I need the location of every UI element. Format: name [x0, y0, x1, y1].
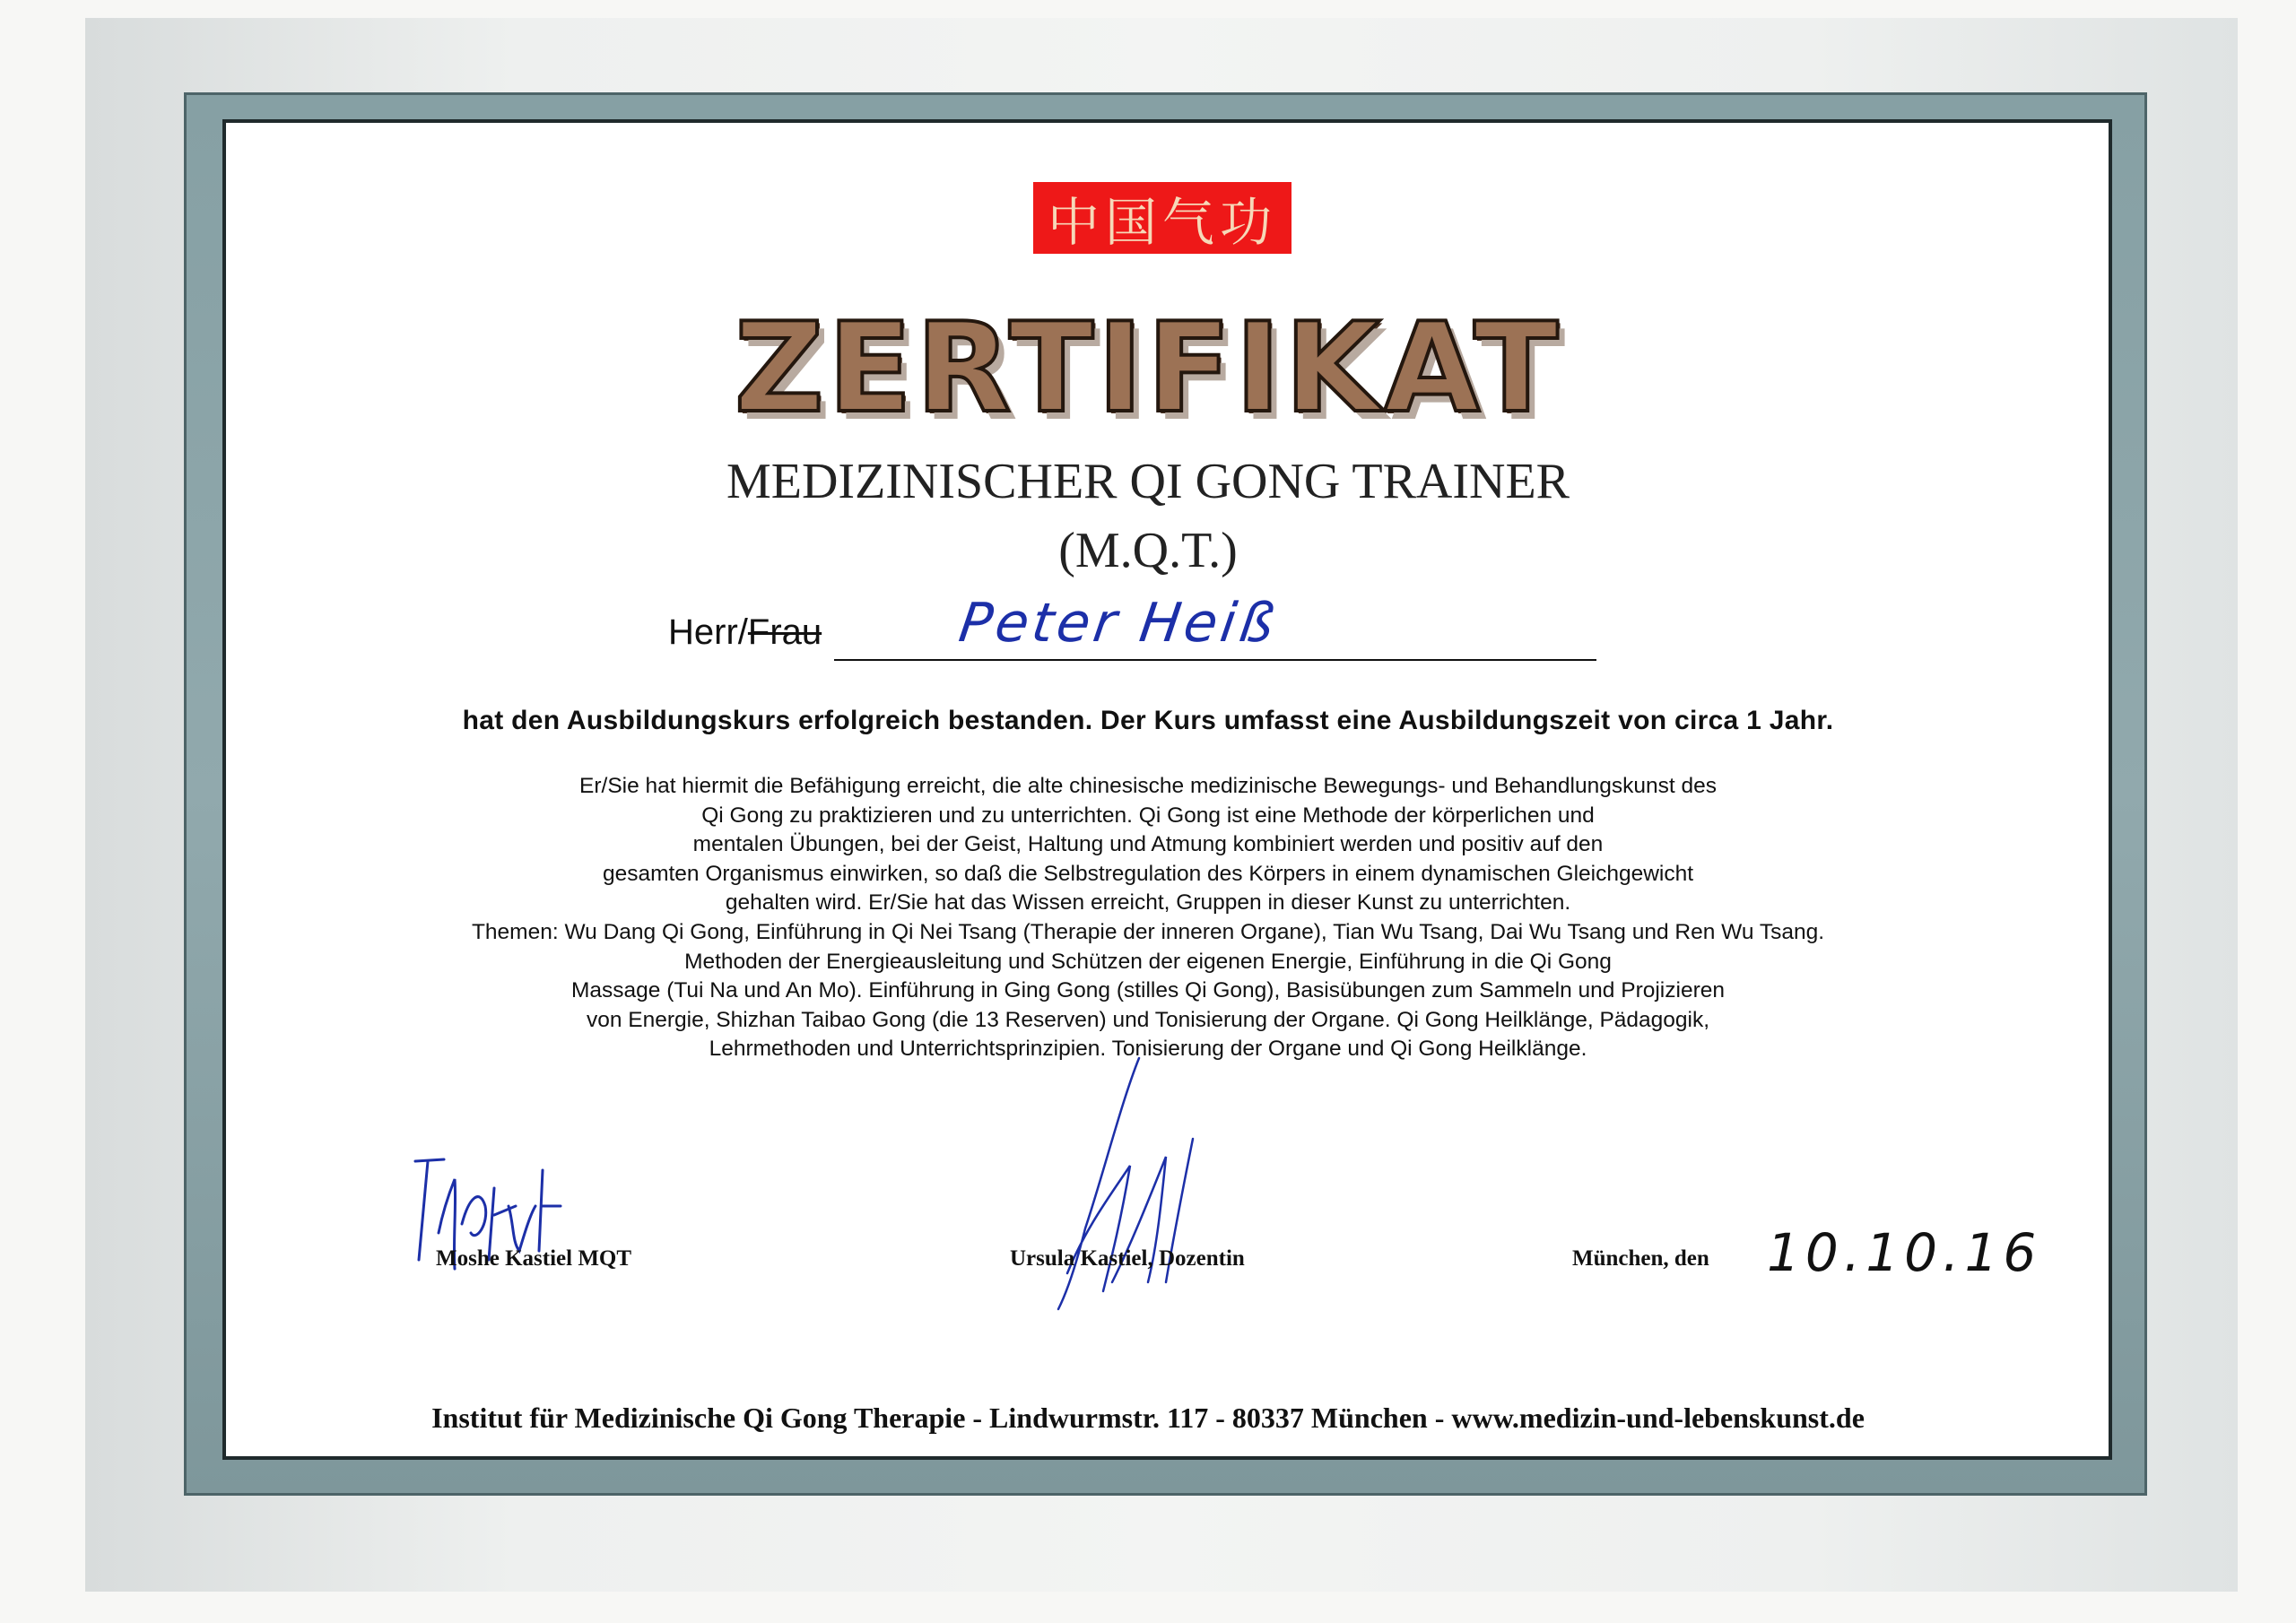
signature-label-middle: Ursula Kastiel, Dozentin	[1010, 1246, 1245, 1271]
body-line: gesamten Organismus einwirken, so daß die Selbstregulation des Körpers in einem dynamischen Gleichgewicht	[602, 861, 1694, 886]
body-line: Methoden der Energieausleitung und Schützen der eigenen Energie, Einführung in die Qi Gong	[684, 949, 1612, 974]
body-line: Qi Gong zu praktizieren und zu unterrichten. Qi Gong ist eine Methode der körperlichen und	[701, 803, 1595, 828]
body-line: von Energie, Shizhan Taibao Gong (die 13 Reserven) und Tonisierung der Organe. Qi Gong Heilklänge, Pädagogik,	[586, 1007, 1710, 1032]
issue-date-handwritten: 10.10.16	[1767, 1222, 2042, 1283]
institute-footer: Institut für Medizinische Qi Gong Therapie - Lindwurmstr. 117 - 80337 München - www.medizin-und-lebenskunst.de	[431, 1402, 1865, 1434]
body-line: Er/Sie hat hiermit die Befähigung erreicht, die alte chinesische medizinische Bewegungs- und Behandlungskunst des	[579, 774, 1717, 798]
salutation-herr: Herr	[668, 612, 738, 652]
certificate-body	[323, 772, 1973, 1064]
salutation-separator: /	[737, 612, 748, 652]
body-line: Lehrmethoden und Unterrichtsprinzipien. Tonisierung der Organe und Qi Gong Heilklänge.	[709, 1037, 1587, 1062]
qigong-logo-badge: 中国气功	[1033, 182, 1292, 254]
signature-ursula-kastiel	[1013, 1049, 1229, 1318]
certificate-abbreviation: (M.Q.T.)	[1058, 523, 1238, 578]
signature-moshe-kastiel	[408, 1152, 623, 1296]
salutation-frau-struck: Frau	[747, 612, 822, 652]
completion-statement: hat den Ausbildungskurs erfolgreich bestanden. Der Kurs umfasst eine Ausbildungszeit von circa 1 Jahr.	[462, 706, 1834, 735]
signature-label-left: Moshe Kastiel MQT	[436, 1246, 632, 1271]
name-underline	[834, 659, 1596, 661]
salutation	[668, 612, 822, 653]
body-line: gehalten wird. Er/Sie hat das Wissen erreicht, Gruppen in dieser Kunst zu unterrichten.	[725, 890, 1571, 916]
place-date-label: München, den	[1572, 1246, 1709, 1271]
body-line: mentalen Übungen, bei der Geist, Haltung und Atmung kombiniert werden und positiv auf den	[692, 832, 1604, 857]
body-line: Massage (Tui Na und An Mo). Einführung in Ging Gong (stilles Qi Gong), Basisübungen zum Sammeln und Projizieren	[571, 978, 1725, 1003]
certificate-title: MEDIZINISCHER QI GONG TRAINER	[726, 454, 1570, 509]
certificate-heading: ZERTIFIKAT	[734, 296, 1562, 440]
body-line: Themen: Wu Dang Qi Gong, Einführung in Qi Nei Tsang (Therapie der inneren Organe), Tian Wu Tsang, Dai Wu Tsang und Ren Wu Tsang.	[471, 919, 1825, 944]
recipient-name-handwritten: Peter Heiß	[955, 592, 1282, 655]
